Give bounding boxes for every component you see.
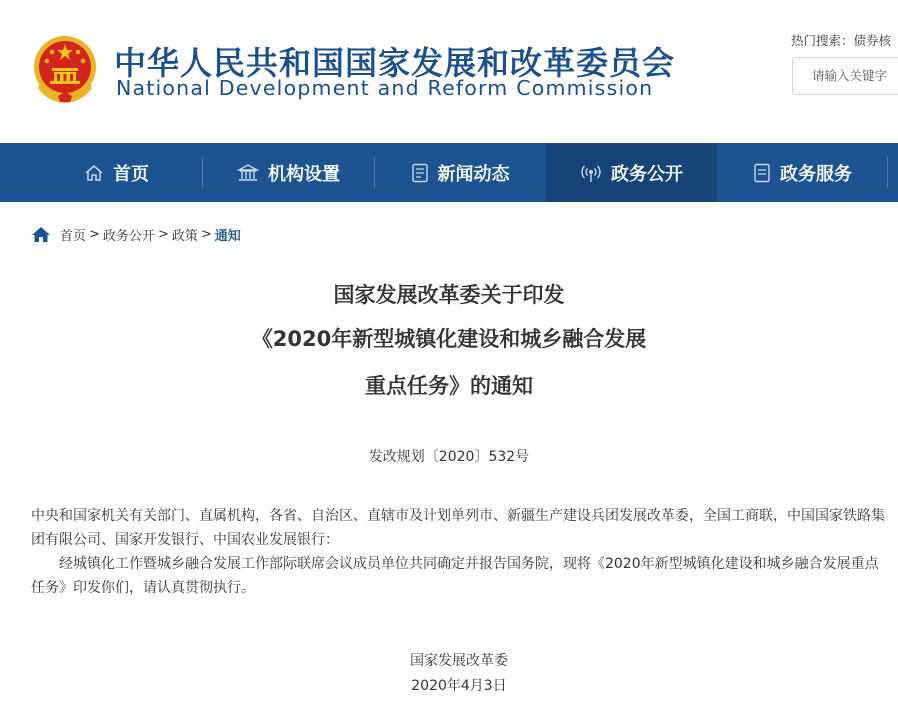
news-document-icon bbox=[411, 163, 429, 183]
article-title-line-2: 《2020年新型城镇化建设和城乡融合发展 bbox=[251, 327, 647, 351]
broadcast-icon bbox=[580, 163, 602, 183]
institution-building-icon bbox=[237, 164, 259, 182]
site-title-english[interactable]: National Development and Reform Commission bbox=[116, 76, 654, 100]
national-emblem-logo[interactable] bbox=[32, 34, 98, 104]
breadcrumb-item-current[interactable]: 通知 bbox=[214, 228, 241, 244]
nav-item-home[interactable] bbox=[31, 143, 202, 202]
site-title-chinese[interactable]: 中华人民共和国国家发展和改革委员会 bbox=[114, 44, 676, 82]
site-header bbox=[0, 0, 898, 143]
article-recipients: 中央和国家机关有关部门、直属机构，各省、自治区、直辖市及计划单列市、新疆生产建设兵团发展改革委，全国工商联，中国国家铁路集团有限公司、国家开发银行、中国农业发展银行： bbox=[31, 508, 885, 548]
nav-item-services[interactable] bbox=[717, 143, 888, 202]
article-body: 经城镇化工作暨城乡融合发展工作部际联席会议成员单位共同确定并报告国务院，现将《2020年新型城镇化建设和城乡融合发展重点任务》印发你们，请认真贯彻执行。 bbox=[31, 556, 879, 596]
breadcrumb-separator: > bbox=[89, 226, 100, 242]
search-input[interactable] bbox=[792, 57, 898, 95]
breadcrumb-item-policy[interactable]: 政策 bbox=[171, 228, 198, 244]
hot-search bbox=[791, 31, 891, 49]
article-signature: 国家发展改革委 bbox=[410, 653, 508, 669]
nav-item-news[interactable] bbox=[375, 143, 545, 202]
nav-item-label: 新闻动态 bbox=[437, 163, 510, 185]
nav-item-label: 机构设置 bbox=[268, 163, 340, 185]
main-nav bbox=[0, 143, 898, 202]
service-document-icon bbox=[753, 163, 771, 183]
breadcrumb-item-government-affairs[interactable]: 政务公开 bbox=[102, 228, 155, 244]
nav-item-label: 政务公开 bbox=[611, 163, 683, 185]
nav-item-label: 政务服务 bbox=[780, 163, 852, 185]
breadcrumb bbox=[31, 224, 241, 244]
document-number: 发改规划〔2020〕532号 bbox=[368, 449, 530, 465]
home-icon[interactable] bbox=[31, 226, 51, 243]
home-icon bbox=[84, 164, 104, 182]
search-placeholder: 请输入关键字 bbox=[812, 68, 888, 83]
article-title-line-3: 重点任务》的通知 bbox=[365, 374, 533, 398]
breadcrumb-item-home[interactable]: 首页 bbox=[60, 228, 87, 244]
nav-item-label: 首页 bbox=[113, 163, 149, 185]
nav-item-institutions[interactable] bbox=[203, 143, 374, 202]
article-date: 2020年4月3日 bbox=[411, 678, 507, 694]
breadcrumb-separator: > bbox=[157, 226, 169, 242]
breadcrumb-separator: > bbox=[200, 226, 212, 242]
nav-divider bbox=[887, 157, 888, 188]
article-title-line-1: 国家发展改革委关于印发 bbox=[333, 283, 565, 307]
hot-search-term[interactable]: 债券核 bbox=[853, 33, 892, 48]
hot-search-label: 热门搜索： bbox=[791, 33, 854, 48]
nav-item-government-affairs[interactable] bbox=[546, 143, 717, 202]
